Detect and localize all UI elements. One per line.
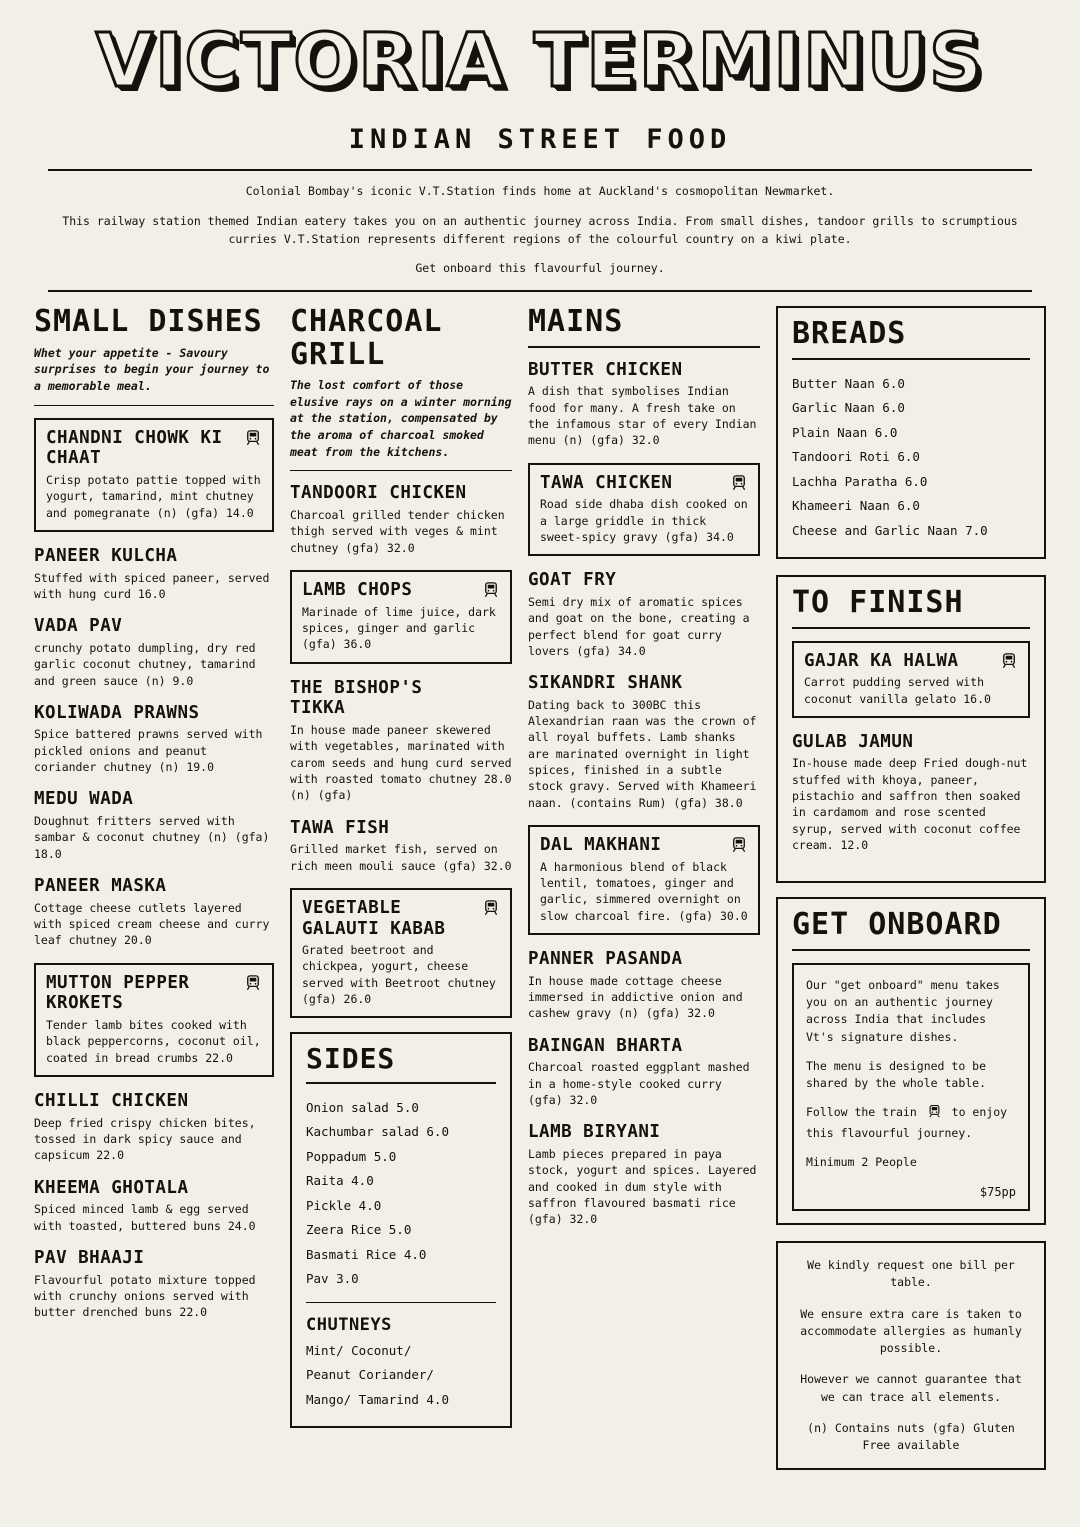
train-icon [244,974,262,992]
menu-item [528,1036,760,1109]
list-item: Lachha Paratha 6.0 [792,473,928,489]
chutneys-title: CHUTNEYS [306,1314,392,1335]
section-title-mains: MAINS [528,306,760,347]
allergy-line-1: We kindly request one bill per table. [807,1258,1015,1290]
menu-item-name: SIKANDRI SHANK [528,673,683,694]
menu-item [34,418,274,532]
menu-item-description: Carrot pudding served with coconut vanilla gelato 16.0 [804,675,991,706]
menu-item-description: Tender lamb bites cooked with black peppercorns, coconut oil, coated in bread crumbs 22.0 [46,1018,261,1065]
menu-item [34,789,274,862]
menu-item [792,641,1030,718]
list-item: Cheese and Garlic Naan 7.0 [792,522,988,538]
column-charcoal-grill [290,306,528,1428]
menu-item [34,963,274,1077]
column-mains [528,306,776,1241]
restaurant-name: VICTORIA TERMINUS [95,18,985,104]
menu-item-name: BAINGAN BHARTA [528,1035,683,1056]
train-icon [730,836,748,854]
get-onboard-para-3-after: to enjoy this flavourful journey. [806,1105,1008,1140]
menu-item-name: MUTTON PEPPER KROKETS [46,972,190,1014]
get-onboard-para-3-before: Follow the train [806,1105,917,1120]
list-item: Khameeri Naan 6.0 [792,498,920,514]
menu-item-name: TAWA CHICKEN [540,472,673,493]
menu-header [0,0,1080,155]
menu-item [290,818,512,874]
menu-item-description: Spiced minced lamb & egg served with toasted, buttered buns 24.0 [34,1202,256,1233]
chutneys-list [306,1339,496,1413]
menu-item [290,483,512,556]
menu-item [290,678,512,804]
get-onboard-para-2: The menu is designed to be shared by the whole table. [806,1058,987,1091]
menu-item-description: Marinade of lime juice, dark spices, ginger and garlic (gfa) 36.0 [302,604,496,652]
menu-item [34,876,274,949]
menu-item [528,949,760,1022]
list-item: Onion salad 5.0 [306,1099,419,1115]
menu-item-name: LAMB BIRYANI [528,1122,661,1143]
menu-item [34,1178,274,1234]
charcoal-grill-list [290,483,512,1018]
menu-columns [0,292,1080,1470]
allergy-line-3: However we cannot guarantee that we can trace all elements. [800,1372,1022,1404]
menu-item-name: CHANDNI CHOWK KI CHAAT [46,427,223,469]
get-onboard-price: $75pp [979,1185,1016,1200]
allergy-line-2: We ensure extra care is taken to accommodate allergies as humanly possible. [800,1306,1022,1356]
breads-list [792,372,1030,544]
train-icon [482,581,500,599]
menu-item-description: crunchy potato dumpling, dry red garlic coconut chutney, tamarind and green sauce (n) 9.0 [34,640,256,688]
allergy-notice-box [776,1241,1046,1470]
train-icon [1000,652,1018,670]
menu-item [528,463,760,557]
menu-item-name: KHEEMA GHOTALA [34,1177,189,1198]
breads-box [776,306,1046,559]
list-item: Mango/ Tamarind 4.0 [306,1391,449,1407]
allergy-line-4: (n) Contains nuts (gfa) Gluten Free available [807,1420,1015,1453]
charcoal-grill-divider [290,470,512,471]
menu-item-description: Grated beetroot and chickpea, yogurt, cheese served with Beetroot chutney (gfa) 26.0 [302,943,496,1007]
list-item: Pav 3.0 [306,1271,359,1287]
list-item: Kachumbar salad 6.0 [306,1124,449,1140]
intro-line-2: This railway station themed Indian eatery takes you on an authentic journey across India. From small dishes, tandoor grills to scrumptious curries V.T.Station represents different regions of the colourful country on a kiwi plate. [62,213,1018,246]
get-onboard-inner [792,963,1030,1211]
menu-item-name: PAV BHAAJI [34,1247,145,1268]
get-onboard-para-1: Our "get onboard" menu takes you on an authentic journey across India that includes Vt's signature dishes. [806,977,1000,1044]
menu-item [34,1248,274,1321]
menu-item-description: Lamb pieces prepared in paya stock, yogurt and spices. Layered and cooked in dum style with saffron flavoured basmati rice (gfa) 32.0 [528,1146,757,1227]
intro-line-1: Colonial Bombay's iconic V.T.Station finds home at Auckland's cosmopolitan Newmarket. [245,184,835,198]
menu-item-name: KOLIWADA PRAWNS [34,702,200,723]
mains-list [528,360,760,1228]
menu-item-name: GULAB JAMUN [792,731,914,752]
menu-item-description: Road side dhaba dish cooked on a large griddle in thick sweet-spicy gravy (gfa) 34.0 [540,497,748,544]
small-dishes-list [34,418,274,1321]
menu-item-name: GOAT FRY [528,570,617,591]
menu-item [34,616,274,689]
menu-item-name: MEDU WADA [34,789,134,810]
menu-item-description: A dish that symbolises Indian food for many. A fresh take on the infamous star of every Indian menu (n) (gfa) 32.0 [528,384,757,448]
menu-item-name: GAJAR KA HALWA [804,650,959,671]
section-blurb-small-dishes: Whet your appetite - Savoury surprises to begin your journey to a memorable meal. [34,345,270,393]
sides-divider [306,1302,496,1303]
menu-item-description: Stuffed with spiced paneer, served with hung curd 16.0 [34,570,270,601]
menu-item-description: In house made cottage cheese immersed in addictive onion and cashew gravy (n) (gfa) 32.0 [528,973,743,1021]
menu-item-name: BUTTER CHICKEN [528,359,683,380]
menu-item-description: Spice battered prawns served with pickled onions and peanut coriander chutney (n) 19.0 [34,727,263,775]
train-icon [927,1104,942,1124]
menu-item-description: Cottage cheese cutlets layered with spiced cream cheese and curry leaf chutney 20.0 [34,900,270,948]
menu-item [34,703,274,776]
menu-item [34,546,274,602]
list-item: Plain Naan 6.0 [792,424,898,440]
menu-item-description: Deep fried crispy chicken bites, tossed in dark spicy sauce and capsicum 22.0 [34,1115,256,1163]
menu-item-description: In house made paneer skewered with vegetables, marinated with carom seeds and hung curd served with roasted tomato chutney 28.0 (n) (gfa) [290,722,512,803]
menu-item-name: CHILLI CHICKEN [34,1090,189,1111]
menu-item-name: PANEER KULCHA [34,545,178,566]
sides-box [290,1032,512,1428]
menu-item-name: LAMB CHOPS [302,580,413,601]
list-item: Butter Naan 6.0 [792,375,905,391]
menu-item-description: Dating back to 300BC this Alexandrian raan was the crown of all royal buffets. Lamb shanks are marinated overnight in light spices, finished in a subtle stock gravy. Served with Khameeri naan. (contains Rum) (gfa) 38.0 [528,697,757,810]
menu-item-name: VADA PAV [34,616,123,637]
section-title-breads: BREADS [792,318,1030,359]
train-icon [244,429,262,447]
list-item: Mint/ Coconut/ [306,1342,412,1358]
menu-item [528,673,760,811]
menu-item-name: THE BISHOP'S TIKKA [290,677,423,719]
small-dishes-divider [34,405,274,406]
section-title-to-finish: TO FINISH [792,587,1030,628]
menu-item [290,888,512,1019]
menu-item-name: TAWA FISH [290,817,390,838]
train-icon [482,899,500,917]
get-onboard-para-4: Minimum 2 People [806,1154,917,1169]
menu-item-description: In-house made deep Fried dough-nut stuffed with khoya, paneer, pistachio and saffron then soaked in cardamom and rose scented syrup, served with coconut coffee cream. 12.0 [792,756,1028,853]
menu-item-description: Grilled market fish, served on rich meen mouli sauce (gfa) 32.0 [290,842,512,873]
intro-block [60,171,1020,290]
list-item: Garlic Naan 6.0 [792,400,905,416]
menu-item-name: VEGETABLE GALAUTI KABAB [302,897,446,939]
list-item: Basmati Rice 4.0 [306,1246,427,1262]
get-onboard-para-3 [806,1104,1016,1142]
menu-item-description: Doughnut fritters served with sambar & coconut chutney (n) (gfa) 18.0 [34,814,270,861]
section-blurb-charcoal-grill: The lost comfort of those elusive rays on a winter morning at the station, compensated by the aroma of charcoal smoked meat from the kitchens. [290,378,512,459]
sides-list [306,1096,496,1292]
list-item: Peanut Coriander/ [306,1367,434,1383]
list-item: Zeera Rice 5.0 [306,1222,412,1238]
to-finish-box [776,575,1046,883]
train-icon [730,474,748,492]
menu-item [528,360,760,449]
list-item: Tandoori Roti 6.0 [792,449,920,465]
menu-item-description: Flavourful potato mixture topped with crunchy onions served with butter drenched buns 22.0 [34,1272,256,1320]
list-item: Poppadum 5.0 [306,1148,397,1164]
section-title-get-onboard: GET ONBOARD [792,909,1030,950]
menu-item [792,732,1030,854]
menu-item [34,1091,274,1164]
restaurant-subtitle: INDIAN STREET FOOD [348,124,732,155]
menu-item [528,570,760,659]
menu-item-name: PANNER PASANDA [528,949,683,970]
menu-item-description: Charcoal roasted eggplant mashed in a home-style cooked curry (gfa) 32.0 [528,1060,750,1107]
column-small-dishes [34,306,290,1334]
menu-item-name: TANDOORI CHICKEN [290,483,467,504]
list-item: Raita 4.0 [306,1173,374,1189]
section-title-small-dishes: SMALL DISHES [34,304,263,340]
menu-item-description: Charcoal grilled tender chicken thigh served with veges & mint chutney (gfa) 32.0 [290,508,505,555]
menu-item-name: PANEER MASKA [34,876,167,897]
column-breads-desserts [776,306,1046,1470]
to-finish-list [792,641,1030,854]
menu-item-description: Semi dry mix of aromatic spices and goat on the bone, creating a perfect blend for goat curry lovers (gfa) 34.0 [528,594,750,658]
get-onboard-box [776,897,1046,1225]
menu-item [290,570,512,664]
menu-item-description: A harmonious blend of black lentil, tomatoes, ginger and garlic, simmered overnight on slow charcoal fire. (gfa) 30.0 [540,859,748,923]
intro-line-3: Get onboard this flavourful journey. [415,261,665,276]
section-title-sides: SIDES [306,1044,496,1083]
list-item: Pickle 4.0 [306,1197,382,1213]
menu-item-description: Crisp potato pattie topped with yogurt, tamarind, mint chutney and pomegranate (n) (gfa) 14.0 [46,472,261,520]
menu-item-name: DAL MAKHANI [540,835,662,856]
menu-item [528,825,760,935]
menu-item [528,1122,760,1227]
section-title-charcoal-grill: CHARCOAL GRILL [290,304,443,372]
